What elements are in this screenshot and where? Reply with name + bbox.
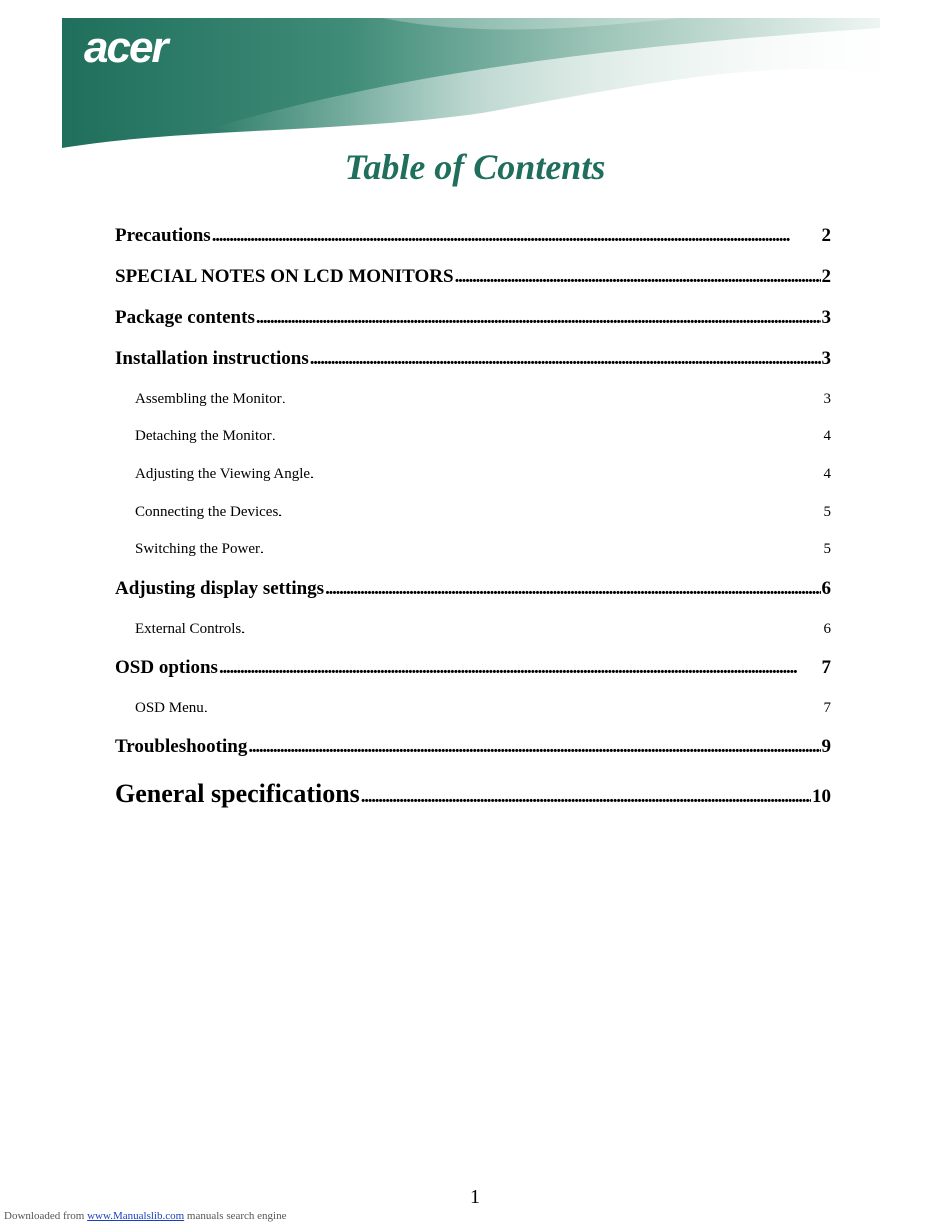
toc-entry-page: 4 bbox=[823, 428, 831, 444]
toc-entry-page: 7 bbox=[823, 700, 831, 716]
footer-prefix: Downloaded from bbox=[4, 1210, 85, 1222]
toc-entry-page: 3 bbox=[823, 391, 831, 407]
toc-entry[interactable] bbox=[135, 466, 831, 483]
toc-dot-leader bbox=[361, 786, 811, 808]
toc-entry-page: 7 bbox=[821, 657, 831, 678]
toc-entry-label: Troubleshooting bbox=[115, 736, 248, 757]
toc-entry-label: SPECIAL NOTES ON LCD MONITORS bbox=[115, 266, 454, 287]
header-banner bbox=[62, 18, 880, 153]
toc-dot-leader bbox=[219, 657, 821, 679]
toc-dot-leader bbox=[242, 621, 822, 638]
toc-dot-leader bbox=[273, 428, 823, 445]
footer-suffix: manuals search engine bbox=[186, 1210, 287, 1222]
acer-logo: acer bbox=[84, 23, 167, 72]
toc-entry-label: Assembling the Monitor bbox=[135, 391, 282, 407]
toc-entry-label: Detaching the Monitor bbox=[135, 428, 272, 444]
toc-dot-leader bbox=[279, 504, 822, 521]
toc-entry-label: Connecting the Devices bbox=[135, 504, 279, 520]
toc-entry[interactable] bbox=[135, 621, 831, 638]
toc-entry-label: OSD Menu bbox=[135, 700, 204, 716]
toc-entry-label: Precautions bbox=[115, 225, 211, 246]
toc-entry-page: 6 bbox=[823, 621, 831, 637]
toc-dot-leader bbox=[310, 348, 821, 370]
toc-entry[interactable] bbox=[135, 428, 831, 445]
toc-entry-page: 2 bbox=[821, 266, 831, 287]
toc-dot-leader bbox=[248, 736, 820, 758]
toc-entry-page: 3 bbox=[821, 307, 831, 328]
toc-entry[interactable] bbox=[115, 307, 831, 329]
toc-entry-label: Installation instructions bbox=[115, 348, 309, 369]
toc-entry-page: 5 bbox=[823, 504, 831, 520]
toc-entry-label: OSD options bbox=[115, 657, 218, 678]
toc-entry[interactable] bbox=[135, 504, 831, 521]
toc-dot-leader bbox=[212, 225, 821, 247]
page-title: Table of Contents bbox=[344, 147, 606, 187]
toc-entry-page: 5 bbox=[823, 541, 831, 557]
toc-entry-page: 2 bbox=[821, 225, 831, 246]
toc-entry[interactable] bbox=[115, 266, 831, 288]
toc-dot-leader bbox=[261, 541, 823, 558]
toc-entry-label: Adjusting the Viewing Angle bbox=[135, 466, 311, 482]
toc-entry[interactable] bbox=[115, 225, 831, 247]
toc-dot-leader bbox=[325, 578, 820, 600]
toc-entry-label: Adjusting display settings bbox=[115, 578, 325, 599]
toc-entry-page: 6 bbox=[821, 578, 831, 599]
toc-entry[interactable] bbox=[115, 736, 831, 758]
toc-entry[interactable] bbox=[135, 700, 831, 717]
toc-entry-page: 9 bbox=[821, 736, 831, 757]
toc-dot-leader bbox=[256, 307, 821, 329]
toc-entry-page: 3 bbox=[821, 348, 831, 369]
manualslib-link[interactable]: www.Manualslib.com bbox=[87, 1210, 185, 1222]
toc-entry[interactable] bbox=[135, 391, 831, 408]
toc-dot-leader bbox=[283, 391, 823, 408]
footer bbox=[4, 1210, 286, 1222]
toc-entry[interactable] bbox=[115, 657, 831, 679]
toc-dot-leader bbox=[311, 466, 822, 483]
toc-entry-page: 4 bbox=[823, 466, 831, 482]
toc-entry[interactable] bbox=[115, 348, 831, 370]
toc-entry-label: External Controls bbox=[135, 621, 242, 637]
toc-entry[interactable] bbox=[115, 578, 831, 600]
toc-entry[interactable] bbox=[115, 779, 831, 809]
toc-dot-leader bbox=[205, 700, 823, 717]
page-number: 1 bbox=[470, 1186, 480, 1208]
toc-entry-label: Package contents bbox=[115, 307, 255, 328]
toc-entry-label: Switching the Power bbox=[135, 541, 260, 557]
toc-entry-label: General specifications bbox=[115, 779, 360, 808]
toc-entry-page: 10 bbox=[812, 786, 831, 807]
toc-entry[interactable] bbox=[135, 541, 831, 558]
toc-dot-leader bbox=[455, 266, 821, 288]
